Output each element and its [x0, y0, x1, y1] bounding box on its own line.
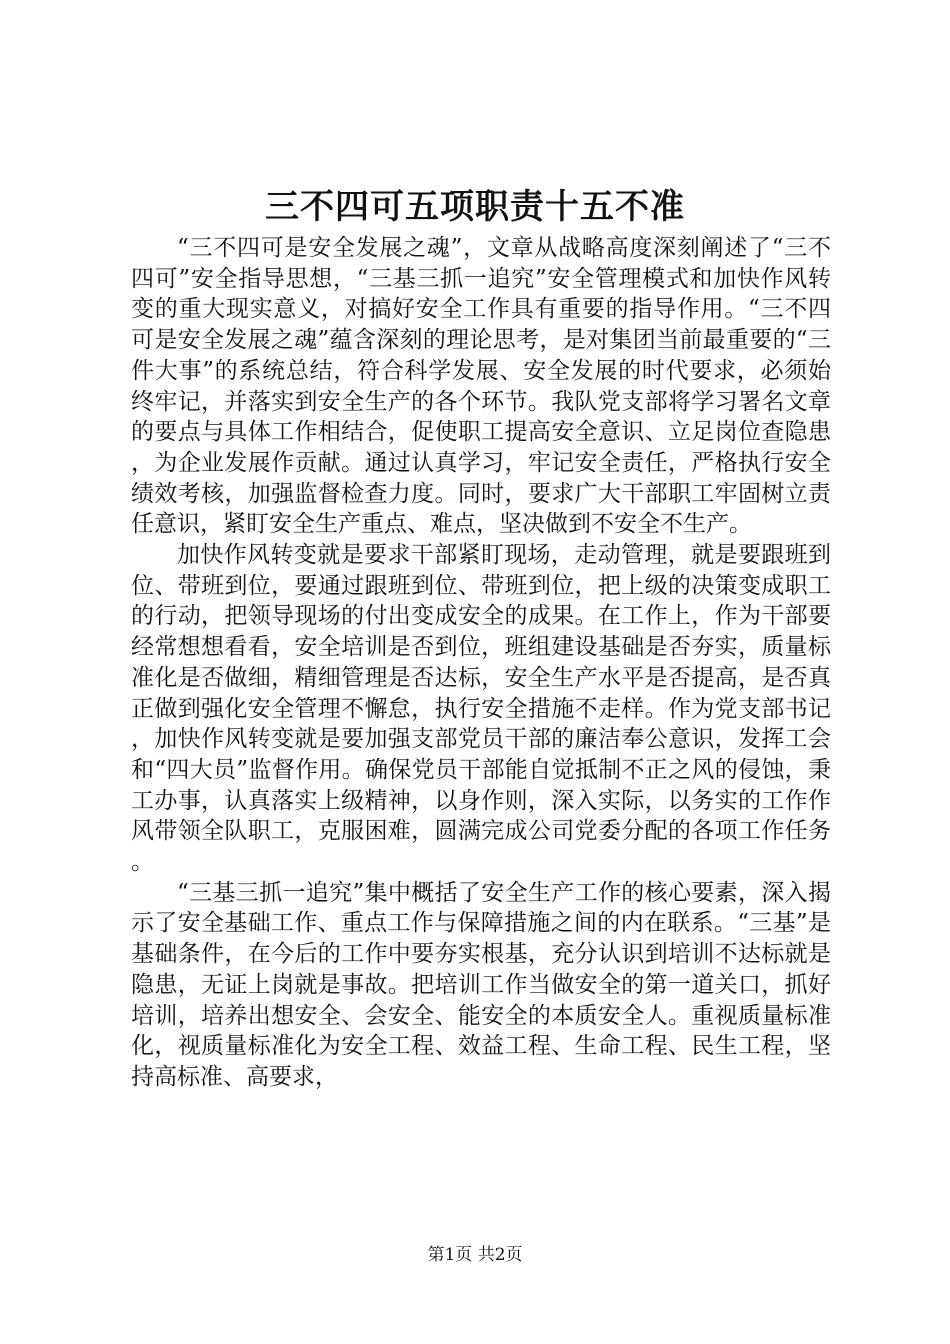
- paragraph-3: “三基三抓一追究”集中概括了安全生产工作的核心要素，深入揭示了安全基础工作、重点工作与保障措施之间的内在联系。“三基”是基础条件，在今后的工作中要夯实根基，充分认识到培训不达标就是隐患，无证上岗就是事故。把培训工作当做安全的第一道关口，抓好培训，培养出想安全、会安全、能安全的本质安全人。重视质量标准化，视质量标准化为安全工程、效益工程、生命工程、民生工程，坚持高标准、高要求，: [131, 879, 831, 1090]
- paragraph-1: “三不四可是安全发展之魂”，文章从战略高度深刻阐述了“三不四可”安全指导思想，“三基三抓一追究”安全管理模式和加快作风转变的重大现实意义，对搞好安全工作具有重要的指导作用。“三不四可是安全发展之魂”蕴含深刻的理论思考，是对集团当前最重要的“三件大事”的系统总结，符合科学发展、安全发展的时代要求，必须始终牢记，并落实到安全生产的各个环节。我队党支部将学习署名文章的要点与具体工作相结合，促使职工提高安全意识、立足岗位查隐患，为企业发展作贡献。通过认真学习，牢记安全责任，严格执行安全绩效考核，加强监督检查力度。同时，要求广大干部职工牢固树立责任意识，紧盯安全生产重点、难点，坚决做到不安全不生产。: [131, 235, 831, 538]
- document-title: 三不四可五项职责十五不准: [265, 187, 685, 227]
- page-footer: [0, 1244, 950, 1266]
- page-number-label: 第1页 共2页: [427, 1245, 523, 1265]
- document-body: [131, 233, 831, 1093]
- paragraph-2: 加快作风转变就是要求干部紧盯现场，走动管理，就是要跟班到位、带班到位，要通过跟班到位、带班到位，把上级的决策变成职工的行动，把领导现场的付出变成安全的成果。在工作上，作为干部要经常想想看看，安全培训是否到位，班组建设基础是否夯实，质量标准化是否做细，精细管理是否达标，安全生产水平是否提高，是否真正做到强化安全管理不懈怠，执行安全措施不走样。作为党支部书记，加快作风转变就是要加强支部党员干部的廉洁奉公意识，发挥工会和“四大员”监督作用。确保党员干部能自觉抵制不正之风的侵蚀，秉工办事，认真落实上级精神，以身作则，深入实际，以务实的工作作风带领全队职工，克服困难，圆满完成公司党委分配的各项工作任务。: [131, 542, 831, 876]
